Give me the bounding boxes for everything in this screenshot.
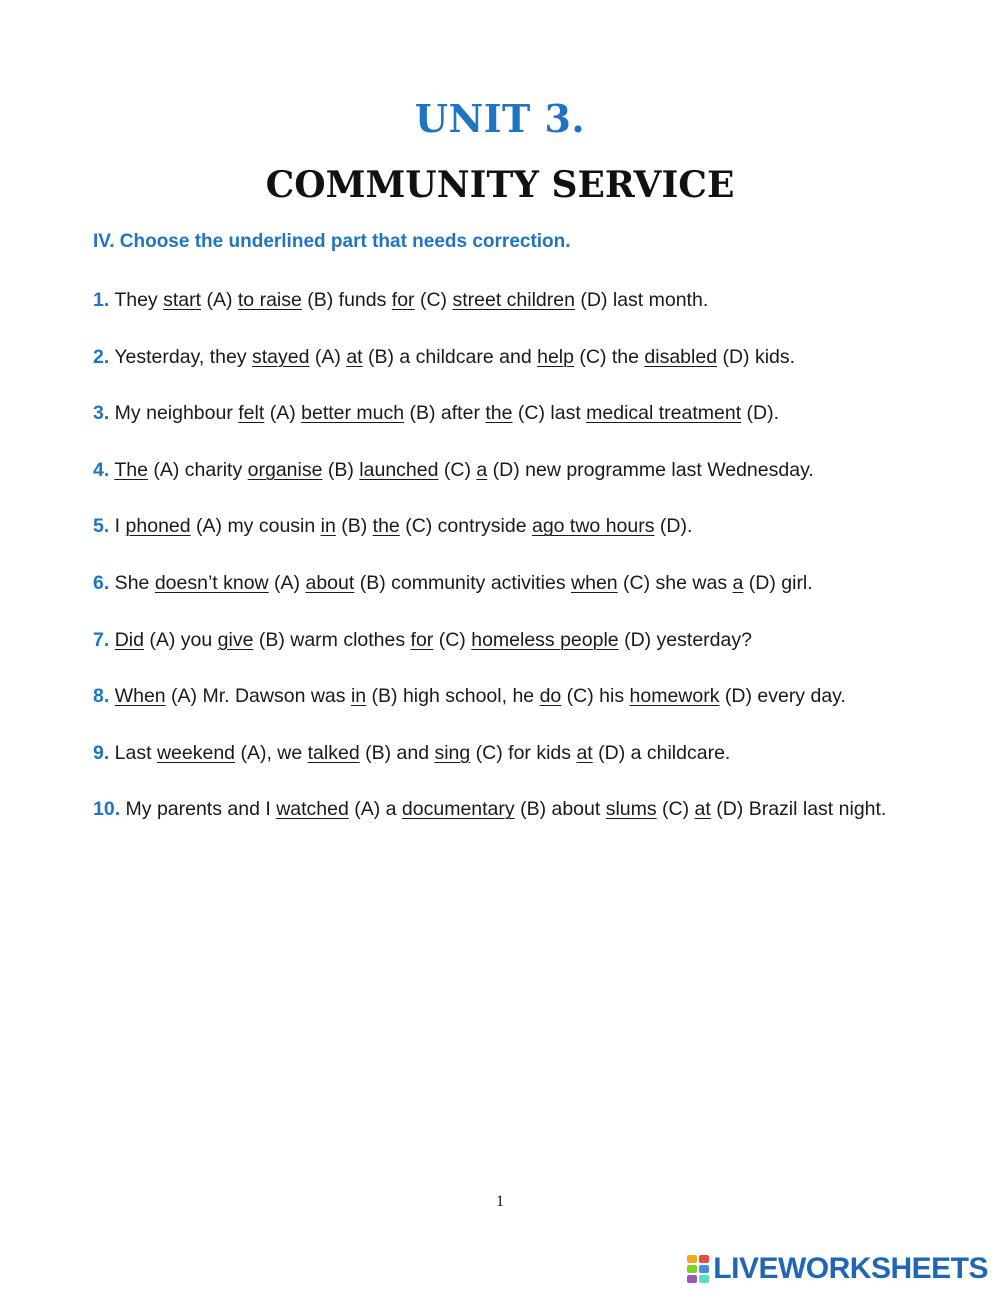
question-text: (B) high school, he xyxy=(366,685,540,708)
underlined-option[interactable]: at xyxy=(346,345,363,368)
question-item xyxy=(93,284,908,341)
question-text: Yesterday, they xyxy=(109,345,253,368)
question-text: (B) about xyxy=(514,798,606,821)
question-text: (C) xyxy=(433,628,472,651)
question-text: My parents and I xyxy=(120,798,277,821)
question-item xyxy=(93,781,908,838)
underlined-option[interactable]: better much xyxy=(301,402,405,425)
underlined-option[interactable]: in xyxy=(320,515,336,538)
page-title: COMMUNITY SERVICE xyxy=(265,164,735,206)
question-number: 3. xyxy=(93,402,110,425)
underlined-option[interactable]: disabled xyxy=(644,345,718,368)
question-text: (B) xyxy=(322,458,360,481)
underlined-option[interactable]: do xyxy=(539,685,562,708)
underlined-option[interactable]: The xyxy=(114,458,148,481)
question-text: (A) xyxy=(309,345,347,368)
brand-name: LIVEWORKSHEETS xyxy=(713,1252,988,1285)
question-text: (A) charity xyxy=(147,458,248,481)
underlined-option[interactable]: stayed xyxy=(252,345,310,368)
underlined-option[interactable]: doesn’t know xyxy=(154,571,269,594)
underlined-option[interactable]: sing xyxy=(434,741,471,764)
question-number: 10. xyxy=(93,798,121,821)
question-item xyxy=(93,510,908,567)
question-number: 4. xyxy=(93,458,110,481)
question-text: (D) last month. xyxy=(574,289,709,311)
question-text: (B) community activities xyxy=(354,571,572,594)
logo-tile xyxy=(699,1275,709,1283)
underlined-option[interactable]: felt xyxy=(238,402,265,425)
brand-watermark[interactable] xyxy=(687,1252,988,1286)
unit-title: UNIT 3. xyxy=(414,96,586,141)
question-text: (A) my cousin xyxy=(190,515,321,538)
underlined-option[interactable]: medical treatment xyxy=(586,402,742,425)
question-number: 7. xyxy=(93,628,110,651)
underlined-option[interactable]: weekend xyxy=(156,741,236,764)
question-item xyxy=(93,680,908,737)
question-text: (D) girl. xyxy=(743,571,813,594)
underlined-option[interactable]: a xyxy=(732,571,744,594)
underlined-option[interactable]: in xyxy=(350,685,367,708)
question-text: (C) she was xyxy=(617,571,733,594)
question-text: (A) xyxy=(264,402,302,425)
question-text: (C) last xyxy=(512,402,587,425)
underlined-option[interactable]: launched xyxy=(359,458,439,481)
question-text: (C) xyxy=(414,289,453,311)
underlined-option[interactable]: start xyxy=(163,289,202,311)
underlined-option[interactable]: give xyxy=(217,628,254,651)
exercise-instruction: IV. Choose the underlined part that needs correction. xyxy=(93,231,571,252)
underlined-option[interactable]: street children xyxy=(452,289,575,311)
logo-tile xyxy=(699,1265,709,1273)
logo-tile xyxy=(687,1265,697,1273)
question-text: (A) Mr. Dawson was xyxy=(165,685,351,708)
logo-tile xyxy=(699,1255,709,1263)
question-text: (A) xyxy=(268,571,306,594)
liveworksheets-logo-icon xyxy=(687,1255,709,1283)
question-text: (D). xyxy=(741,402,780,425)
question-text: (B) after xyxy=(404,402,486,425)
underlined-option[interactable]: watched xyxy=(276,798,349,821)
underlined-option[interactable]: the xyxy=(485,402,513,425)
question-text: (A) you xyxy=(143,628,218,651)
underlined-option[interactable]: ago two hours xyxy=(531,515,655,538)
underlined-option[interactable]: at xyxy=(576,741,593,764)
question-number: 1. xyxy=(93,289,110,311)
question-text: (B) and xyxy=(359,741,435,764)
question-text: (D) yesterday? xyxy=(618,628,752,651)
logo-tile xyxy=(687,1255,697,1263)
question-text: (D) new programme last Wednesday. xyxy=(487,458,814,481)
underlined-option[interactable]: organise xyxy=(247,458,323,481)
question-item xyxy=(93,397,908,454)
question-text: (C) xyxy=(656,798,695,821)
question-text: (D) every day. xyxy=(719,685,846,708)
question-text: (B) xyxy=(335,515,373,538)
underlined-option[interactable]: help xyxy=(537,345,574,368)
page-number: 1 xyxy=(496,1193,504,1210)
question-item xyxy=(93,454,908,511)
question-text: (A) xyxy=(201,289,238,311)
question-text: (B) a childcare and xyxy=(362,345,538,368)
question-text: (B) warm clothes xyxy=(253,628,411,651)
question-text: They xyxy=(109,289,164,311)
underlined-option[interactable]: at xyxy=(694,798,711,821)
underlined-option[interactable]: When xyxy=(114,685,166,708)
question-text: (D) a childcare. xyxy=(592,741,731,764)
question-number: 5. xyxy=(93,515,110,538)
question-text: Last xyxy=(109,741,157,764)
question-number: 6. xyxy=(93,571,110,594)
underlined-option[interactable]: when xyxy=(571,571,618,594)
question-number: 9. xyxy=(93,741,110,764)
question-number: 8. xyxy=(93,685,110,708)
underlined-option[interactable]: for xyxy=(410,628,434,651)
question-text: (C) the xyxy=(573,345,645,368)
underlined-option[interactable]: documentary xyxy=(401,798,515,821)
question-text: My neighbour xyxy=(109,402,239,425)
underlined-option[interactable]: slums xyxy=(605,798,657,821)
underlined-option[interactable]: to raise xyxy=(237,289,302,311)
question-text: (B) funds xyxy=(301,289,392,311)
underlined-option[interactable]: homework xyxy=(629,685,720,708)
question-item xyxy=(93,567,908,624)
question-text: (C) for kids xyxy=(470,741,577,764)
underlined-option[interactable]: about xyxy=(305,571,355,594)
question-text: (A), we xyxy=(235,741,308,764)
underlined-option[interactable]: homeless people xyxy=(471,628,619,651)
question-text: She xyxy=(109,571,155,594)
question-text: (C) contryside xyxy=(399,515,532,538)
question-text: (C) xyxy=(438,458,477,481)
underlined-option[interactable]: for xyxy=(391,289,415,311)
question-item xyxy=(93,341,908,398)
question-text: I xyxy=(109,515,126,538)
logo-tile xyxy=(687,1275,697,1283)
question-number: 2. xyxy=(93,345,110,368)
underlined-option[interactable]: a xyxy=(476,458,488,481)
underlined-option[interactable]: the xyxy=(372,515,400,538)
underlined-option[interactable]: phoned xyxy=(125,515,191,538)
question-text: (C) his xyxy=(561,685,630,708)
question-list xyxy=(93,284,908,838)
question-text: (A) a xyxy=(348,798,402,821)
underlined-option[interactable]: talked xyxy=(307,741,360,764)
question-text: (D) Brazil last night. xyxy=(710,798,887,821)
underlined-option[interactable]: Did xyxy=(114,628,144,651)
question-text: (D). xyxy=(654,515,693,538)
question-text: (D) kids. xyxy=(717,345,796,368)
question-item xyxy=(93,624,908,681)
